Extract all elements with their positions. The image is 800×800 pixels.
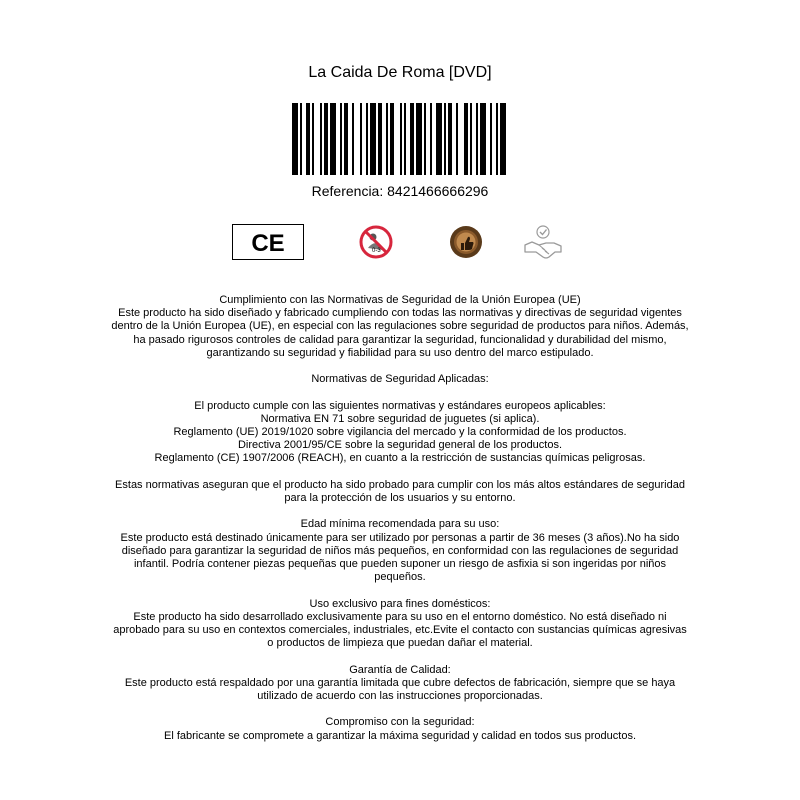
reference-number: Referencia: 8421466666296 — [311, 183, 489, 199]
norm-item: Reglamento (CE) 1907/2006 (REACH), en cuanto a la restricción de sustancias químicas peligrosas. — [154, 452, 646, 465]
ce-mark-icon — [232, 224, 304, 260]
quality-seal-icon — [448, 224, 484, 260]
safety-information — [110, 294, 690, 743]
ce-mark-label: CE — [251, 230, 285, 257]
intro-title: Cumplimiento con las Normativas de Seguridad de la Unión Europea (UE) — [219, 294, 581, 306]
product-title: La Caida De Roma [DVD] — [308, 64, 492, 81]
barcode — [292, 103, 508, 175]
norms-outro: Estas normativas aseguran que el producto ha sido probado para cumplir con los más altos estándares de seguridad para la protección de los usuarios y su entorno. — [115, 478, 685, 504]
age-title: Edad mínima recomendada para su uso: — [300, 518, 500, 531]
handshake-check-icon — [522, 221, 564, 263]
warranty-text: Este producto está respaldado por una garantía limitada que cubre defectos de fabricación, siempre que se haya utilizado de acuerdo con las instrucciones proporcionadas. — [124, 676, 676, 702]
norm-item: Reglamento (UE) 2019/1020 sobre vigilancia del mercado y la conformidad de los productos. — [173, 426, 627, 438]
domestic-title: Uso exclusivo para fines domésticos: — [309, 597, 491, 610]
norms-intro: El producto cumple con las siguientes normativas y estándares europeos aplicables: — [194, 399, 606, 412]
commitment-text: El fabricante se compromete a garantizar la máxima seguridad y calidad en todos sus productos. — [163, 729, 637, 742]
norm-item: Directiva 2001/95/CE sobre la seguridad general de los productos. — [237, 439, 563, 452]
norm-item: Normativa EN 71 sobre seguridad de juguetes (si aplica). — [260, 412, 540, 425]
commitment-title: Compromiso con la seguridad: — [325, 716, 475, 729]
intro-text: Este producto ha sido diseñado y fabricado cumpliendo con todas las normativas y directivas de seguridad vigentes dentro de la Unión Europea (UE), en especial con las regulaciones sobre seguridad de productos para niños. Además, ha pasado rigurosos controles de calidad para garantizar la seguridad, funcionalidad y durabilidad del mismo, garantizando su seguridad y fiabilidad para su uso dentro del marco estipulado. — [111, 307, 689, 359]
age-text: Este producto está destinado únicamente para ser utilizado por personas a partir de 36 meses (3 años).No ha sido diseñado para garantizar la seguridad de niños más pequeños, en conformidad con las regulaciones de seguridad infantil. Podría contener piezas pequeñas que pueden suponer un riesgo de asfixia si son ingeridas por niños pequeños. — [120, 531, 680, 584]
warranty-title: Garantía de Calidad: — [349, 663, 451, 676]
norms-title: Normativas de Seguridad Aplicadas: — [311, 373, 489, 386]
child-age-badge: 0-3 — [372, 248, 381, 254]
domestic-text: Este producto ha sido desarrollado exclusivamente para su uso en el entorno doméstico. No está diseñado ni aprobado para su uso en contextos comerciales, industriales, etc.Evite el contacto con sustancias químicas agresivas o productos de limpieza que puedan dañar el material. — [113, 610, 687, 650]
no-children-under-3-icon — [358, 224, 394, 260]
